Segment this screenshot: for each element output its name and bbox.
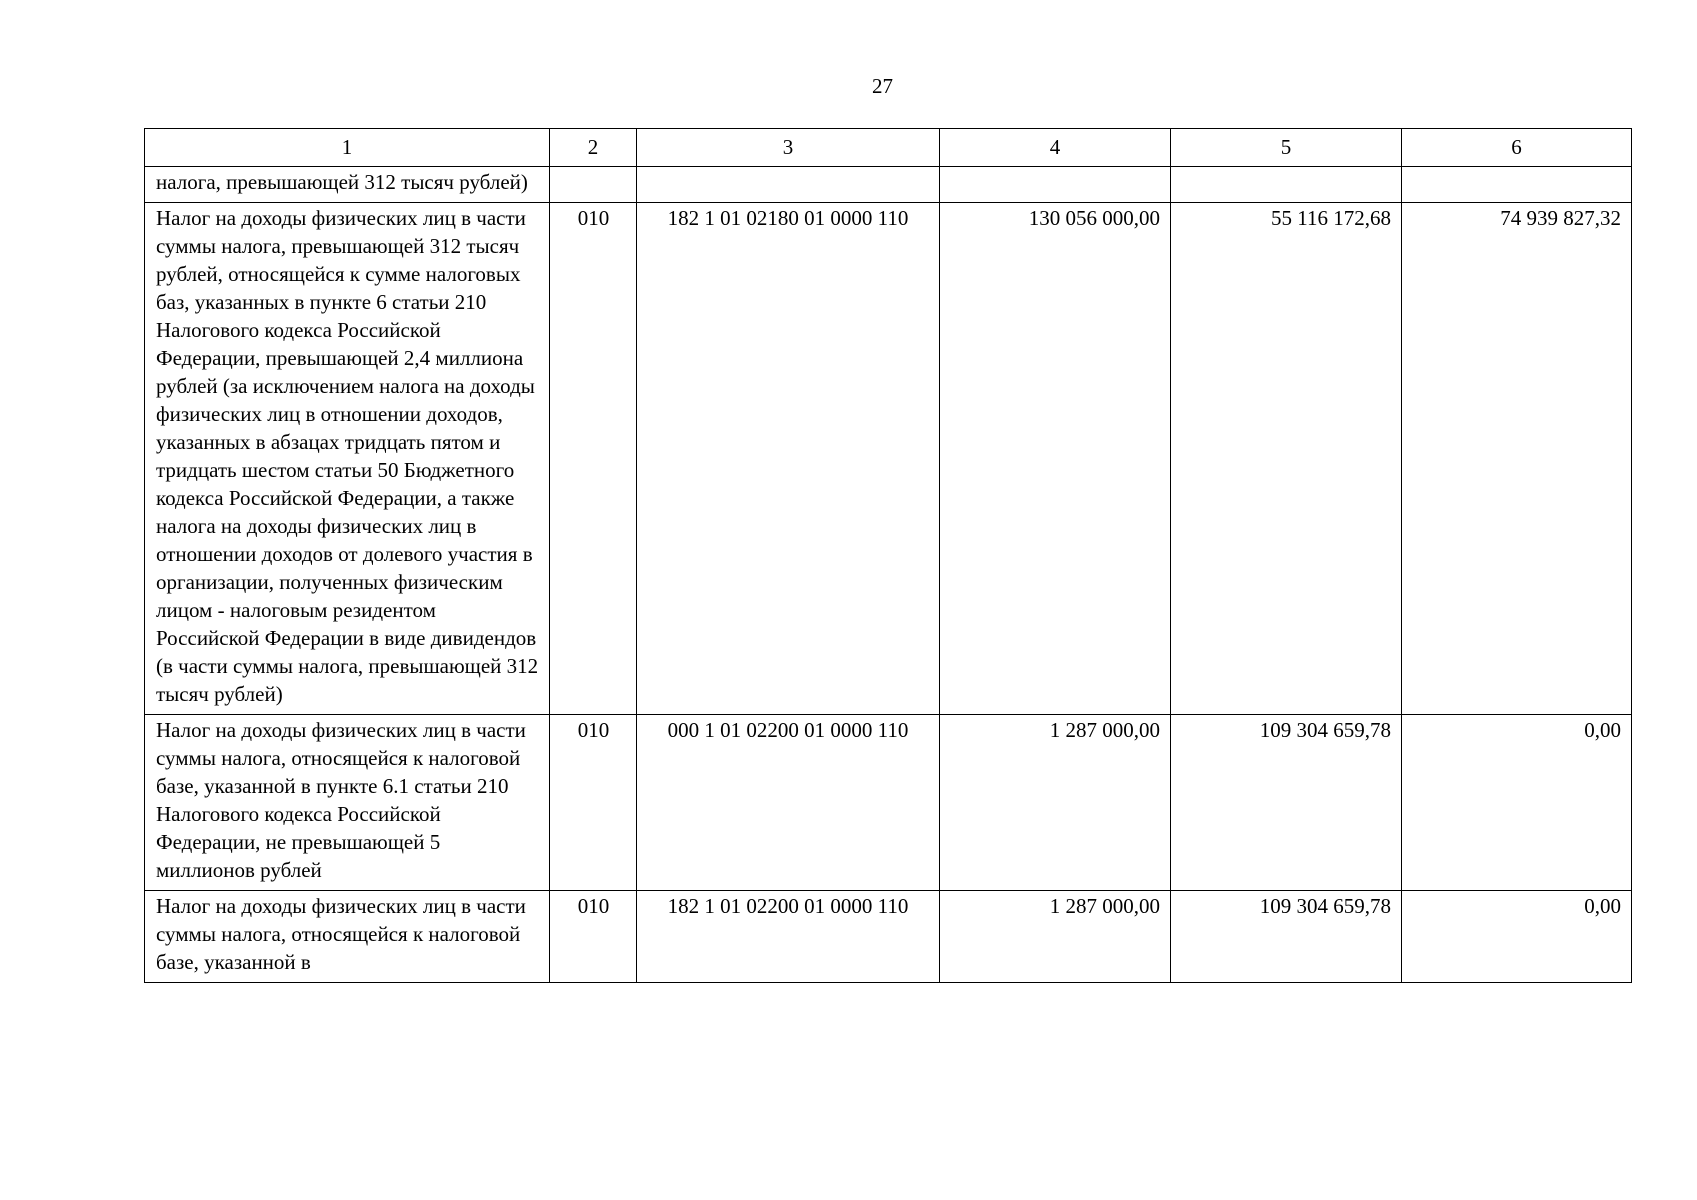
row-approved-cell bbox=[940, 167, 1171, 203]
row-kbk-cell: 000 1 01 02200 01 0000 110 bbox=[637, 715, 940, 891]
budget-revenue-table bbox=[144, 128, 1632, 983]
table-row bbox=[145, 167, 1632, 203]
column-number-1: 1 bbox=[145, 129, 550, 167]
table-row bbox=[145, 715, 1632, 891]
row-name-cell: Налог на доходы физических лиц в части суммы налога, превышающей 312 тысяч рублей, относящейся к сумме налоговых баз, указанных в пункте 6 статьи 210 Налогового кодекса Российской Федерации, превышающей 2,4 миллиона рублей (за исключением налога на доходы физических лиц в отношении доходов, указанных в абзацах тридцать пятом и тридцать шестом статьи 50 Бюджетного кодекса Российской Федерации, а также налога на доходы физических лиц в отношении доходов от долевого участия в организации, полученных физическим лицом - налоговым резидентом Российской Федерации в виде дивидендов (в части суммы налога, превышающей 312 тысяч рублей) bbox=[145, 203, 550, 715]
row-remaining-cell: 0,00 bbox=[1402, 715, 1632, 891]
row-approved-cell: 130 056 000,00 bbox=[940, 203, 1171, 715]
column-number-5: 5 bbox=[1171, 129, 1402, 167]
row-approved-cell: 1 287 000,00 bbox=[940, 891, 1171, 983]
row-code-cell: 010 bbox=[550, 715, 637, 891]
column-number-2: 2 bbox=[550, 129, 637, 167]
row-executed-cell bbox=[1171, 167, 1402, 203]
table-row bbox=[145, 203, 1632, 715]
row-code-cell bbox=[550, 167, 637, 203]
row-remaining-cell bbox=[1402, 167, 1632, 203]
column-number-4: 4 bbox=[940, 129, 1171, 167]
row-name-cell: Налог на доходы физических лиц в части суммы налога, относящейся к налоговой базе, указанной в bbox=[145, 891, 550, 983]
row-executed-cell: 55 116 172,68 bbox=[1171, 203, 1402, 715]
row-kbk-cell: 182 1 01 02200 01 0000 110 bbox=[637, 891, 940, 983]
column-number-6: 6 bbox=[1402, 129, 1632, 167]
row-code-cell: 010 bbox=[550, 203, 637, 715]
row-executed-cell: 109 304 659,78 bbox=[1171, 891, 1402, 983]
row-remaining-cell: 74 939 827,32 bbox=[1402, 203, 1632, 715]
row-name-cell: налога, превышающей 312 тысяч рублей) bbox=[145, 167, 550, 203]
row-kbk-cell bbox=[637, 167, 940, 203]
row-executed-cell: 109 304 659,78 bbox=[1171, 715, 1402, 891]
table-row bbox=[145, 891, 1632, 983]
row-approved-cell: 1 287 000,00 bbox=[940, 715, 1171, 891]
row-code-cell: 010 bbox=[550, 891, 637, 983]
column-number-3: 3 bbox=[637, 129, 940, 167]
table-header-row bbox=[145, 129, 1632, 167]
row-kbk-cell: 182 1 01 02180 01 0000 110 bbox=[637, 203, 940, 715]
row-name-cell: Налог на доходы физических лиц в части суммы налога, относящейся к налоговой базе, указанной в пункте 6.1 статьи 210 Налогового кодекса Российской Федерации, не превышающей 5 миллионов рублей bbox=[145, 715, 550, 891]
page-number: 27 bbox=[872, 74, 893, 98]
row-remaining-cell: 0,00 bbox=[1402, 891, 1632, 983]
